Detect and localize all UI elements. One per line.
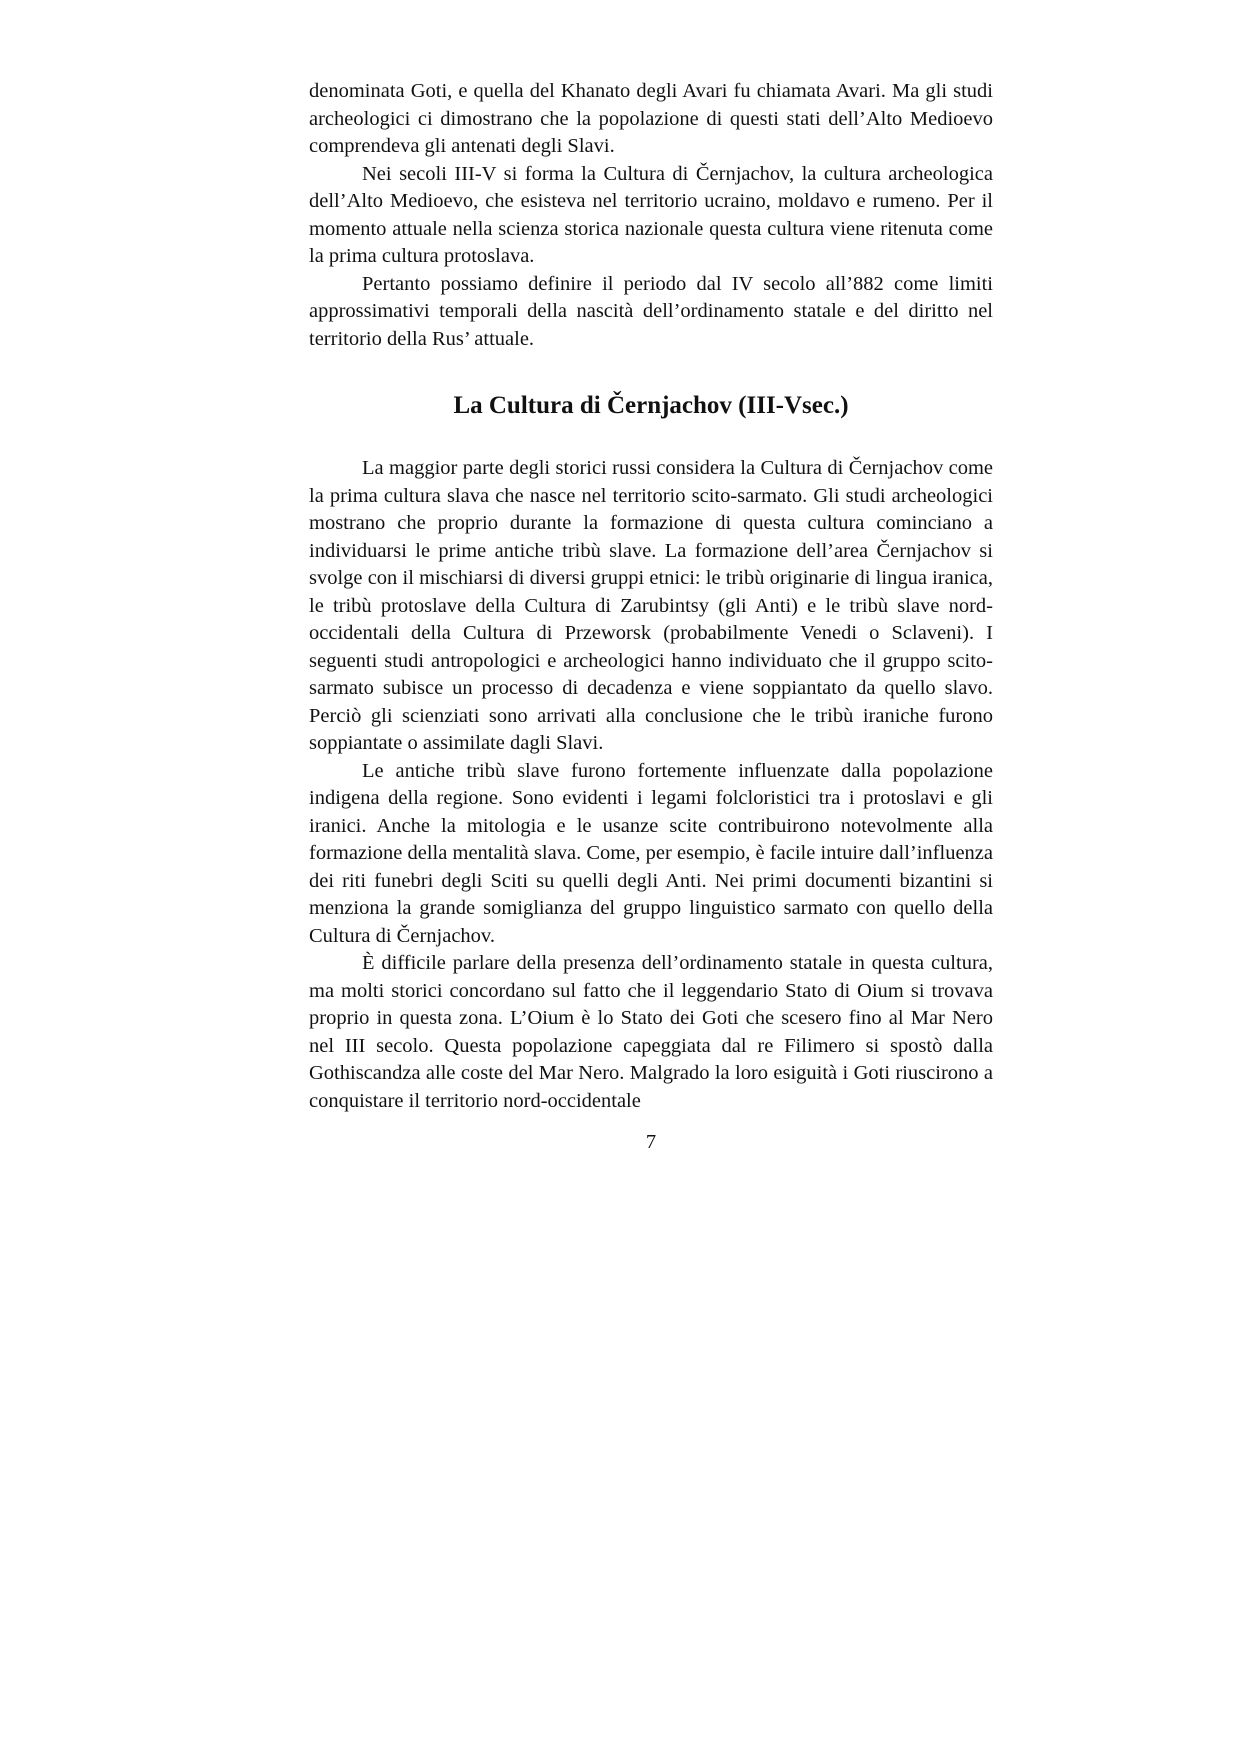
paragraph-intro-1: denominata Goti, e quella del Khanato degli Avari fu chiamata Avari. Ma gli studi archeologici ci dimostrano che la popolazione di questi stati dell’Alto Medioevo comprendeva gli antenati degli Slavi.: [309, 80, 993, 157]
paragraph-section-3: È difficile parlare della presenza dell’ordinamento statale in questa cultura, ma molti storici concordano sul fatto che il leggendario Stato di Oium si trovava proprio in questa zona. L’Oium è lo Stato dei Goti che scesero fino al Mar Nero nel III secolo. Questa popolazione capeggiata dal re Filimero si spostò dalla Gothiscandza alle coste del Mar Nero. Malgrado la loro esiguità i Goti riuscirono a conquistare il territorio nord-occidentale: [309, 952, 993, 1112]
section-title: La Cultura di Černjachov (III-Vsec.): [453, 392, 849, 419]
document-page: [309, 78, 993, 1157]
paragraph-section-1: La maggior parte degli storici russi considera la Cultura di Černjachov come la prima cultura slava che nasce nel territorio scito-sarmato. Gli studi archeologici mostrano che proprio durante la formazione di questa cultura cominciano a individuarsi le prime antiche tribù slave. La formazione dell’area Černjachov si svolge con il mischiarsi di diversi gruppi etnici: le tribù originarie di lingua iranica, le tribù protoslave della Cultura di Zarubintsy (gli Anti) e le tribù slave nord-occidentali della Cultura di Przeworsk (probabilmente Venedi o Sclaveni). I seguenti studi antropologici e archeologici hanno individuato che il gruppo scito-sarmato subisce un processo di decadenza e viene soppiantato da quello slavo. Perciò gli scienziati sono arrivati alla conclusione che le tribù iraniche furono soppiantate o assimilate dagli Slavi.: [309, 457, 993, 754]
page-number: 7: [645, 1131, 657, 1153]
paragraph-section-2: Le antiche tribù slave furono fortemente influenzate dalla popolazione indigena della regione. Sono evidenti i legami folcloristici tra i protoslavi e gli iranici. Anche la mitologia e le usanze scite contribuirono notevolmente alla formazione della mentalità slava. Come, per esempio, è facile intuire dall’influenza dei riti funebri degli Sciti su quelli degli Anti. Nei primi documenti bizantini si menziona la grande somiglianza del gruppo linguistico sarmato con quello della Cultura di Černjachov.: [309, 759, 993, 947]
paragraph-intro-2: Nei secoli III-V si forma la Cultura di Černjachov, la cultura archeologica dell’Alto Medioevo, che esisteva nel territorio ucraino, moldavo e rumeno. Per il momento attuale nella scienza storica nazionale questa cultura viene ritenuta come la prima cultura protoslava.: [309, 162, 993, 267]
paragraph-intro-3: Pertanto possiamo definire il periodo dal IV secolo all’882 come limiti approssimativi temporali della nascità dell’ordinamento statale e del diritto nel territorio della Rus’ attuale.: [309, 272, 993, 350]
